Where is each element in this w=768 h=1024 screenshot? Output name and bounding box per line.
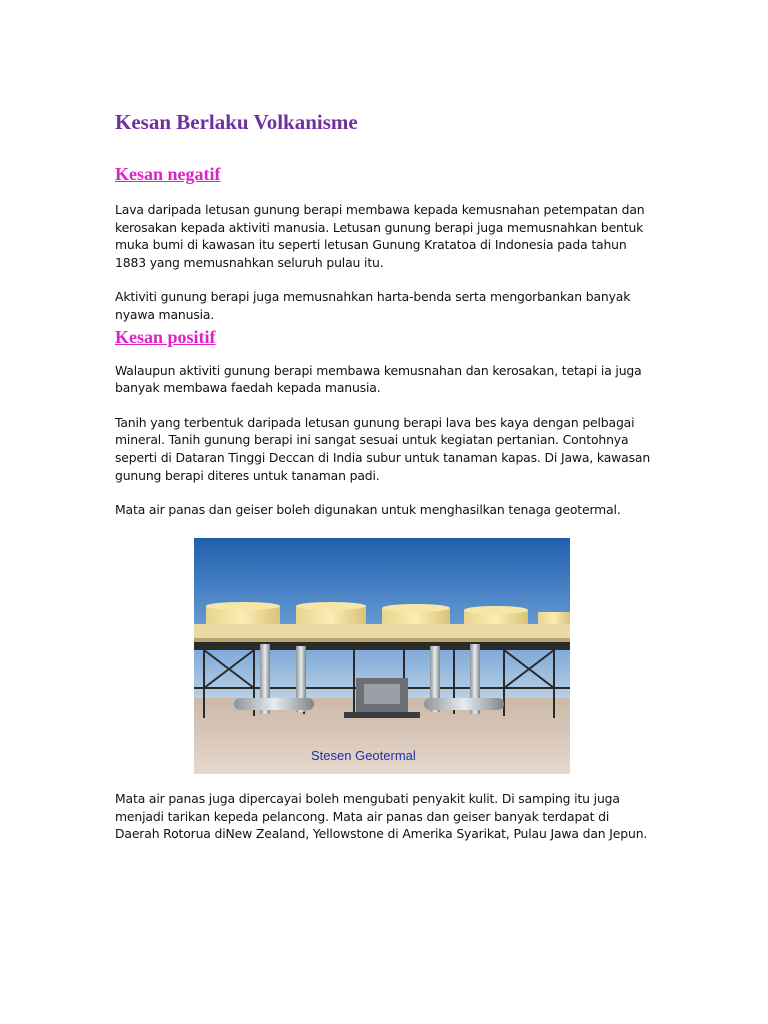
paragraph-positif-3: Mata air panas dan geiser boleh digunakan untuk menghasilkan tenaga geotermal. <box>115 502 621 518</box>
paragraph-negatif-2: Aktiviti gunung berapi juga memusnahkan harta-benda serta mengorbankan banyak nyawa manusia. <box>115 289 631 322</box>
paragraph-negatif-1: Lava daripada letusan gunung berapi membawa kepada kemusnahan petempatan dan kerosakan kepada aktiviti manusia. Letusan gunung berapi juga memusnahkan bentuk muka bumi di kawasan itu seperti letusan Gunung Kratatoa di Indonesia pada tahun 1883 yang memusnahkan seluruh pulau itu. <box>115 202 645 270</box>
paragraph-positif-1: Walaupun aktiviti gunung berapi membawa kemusnahan dan kerosakan, tetapi ia juga banyak membawa faedah kepada manusia. <box>115 362 642 396</box>
heading-kesan-negatif: Kesan negatif <box>115 164 221 184</box>
photo-caption: Stesen Geotermal <box>311 748 416 763</box>
page-title: Kesan Berlaku Volkanisme <box>115 110 358 134</box>
heading-kesan-positif: Kesan positif <box>115 326 216 347</box>
paragraph-positif-2: Tanih yang terbentuk daripada letusan gunung berapi lava bes kaya dengan pelbagai mineral. Tanih gunung berapi ini sangat sesuai untuk kegiatan pertanian. Contohnya seperti di Dataran Tinggi Deccan di India subur untuk tanaman kapas. Di Jawa, kawasan gunung berapi diteres untuk tanaman padi. <box>115 414 651 483</box>
document-body <box>115 105 655 536</box>
paragraph-closing: Mata air panas juga dipercayai boleh mengubati penyakit kulit. Di samping itu juga menjadi tarikan kepeda pelancong. Mata air panas dan geiser banyak terdapat di Daerah Rotorua diNew Zealand, Yellowstone di Amerika Syarikat, Pulau Jawa dan Jepun. <box>115 791 648 842</box>
closing-section <box>115 790 655 860</box>
geothermal-station-photo <box>194 538 570 774</box>
geothermal-plant-illustration <box>194 538 570 774</box>
